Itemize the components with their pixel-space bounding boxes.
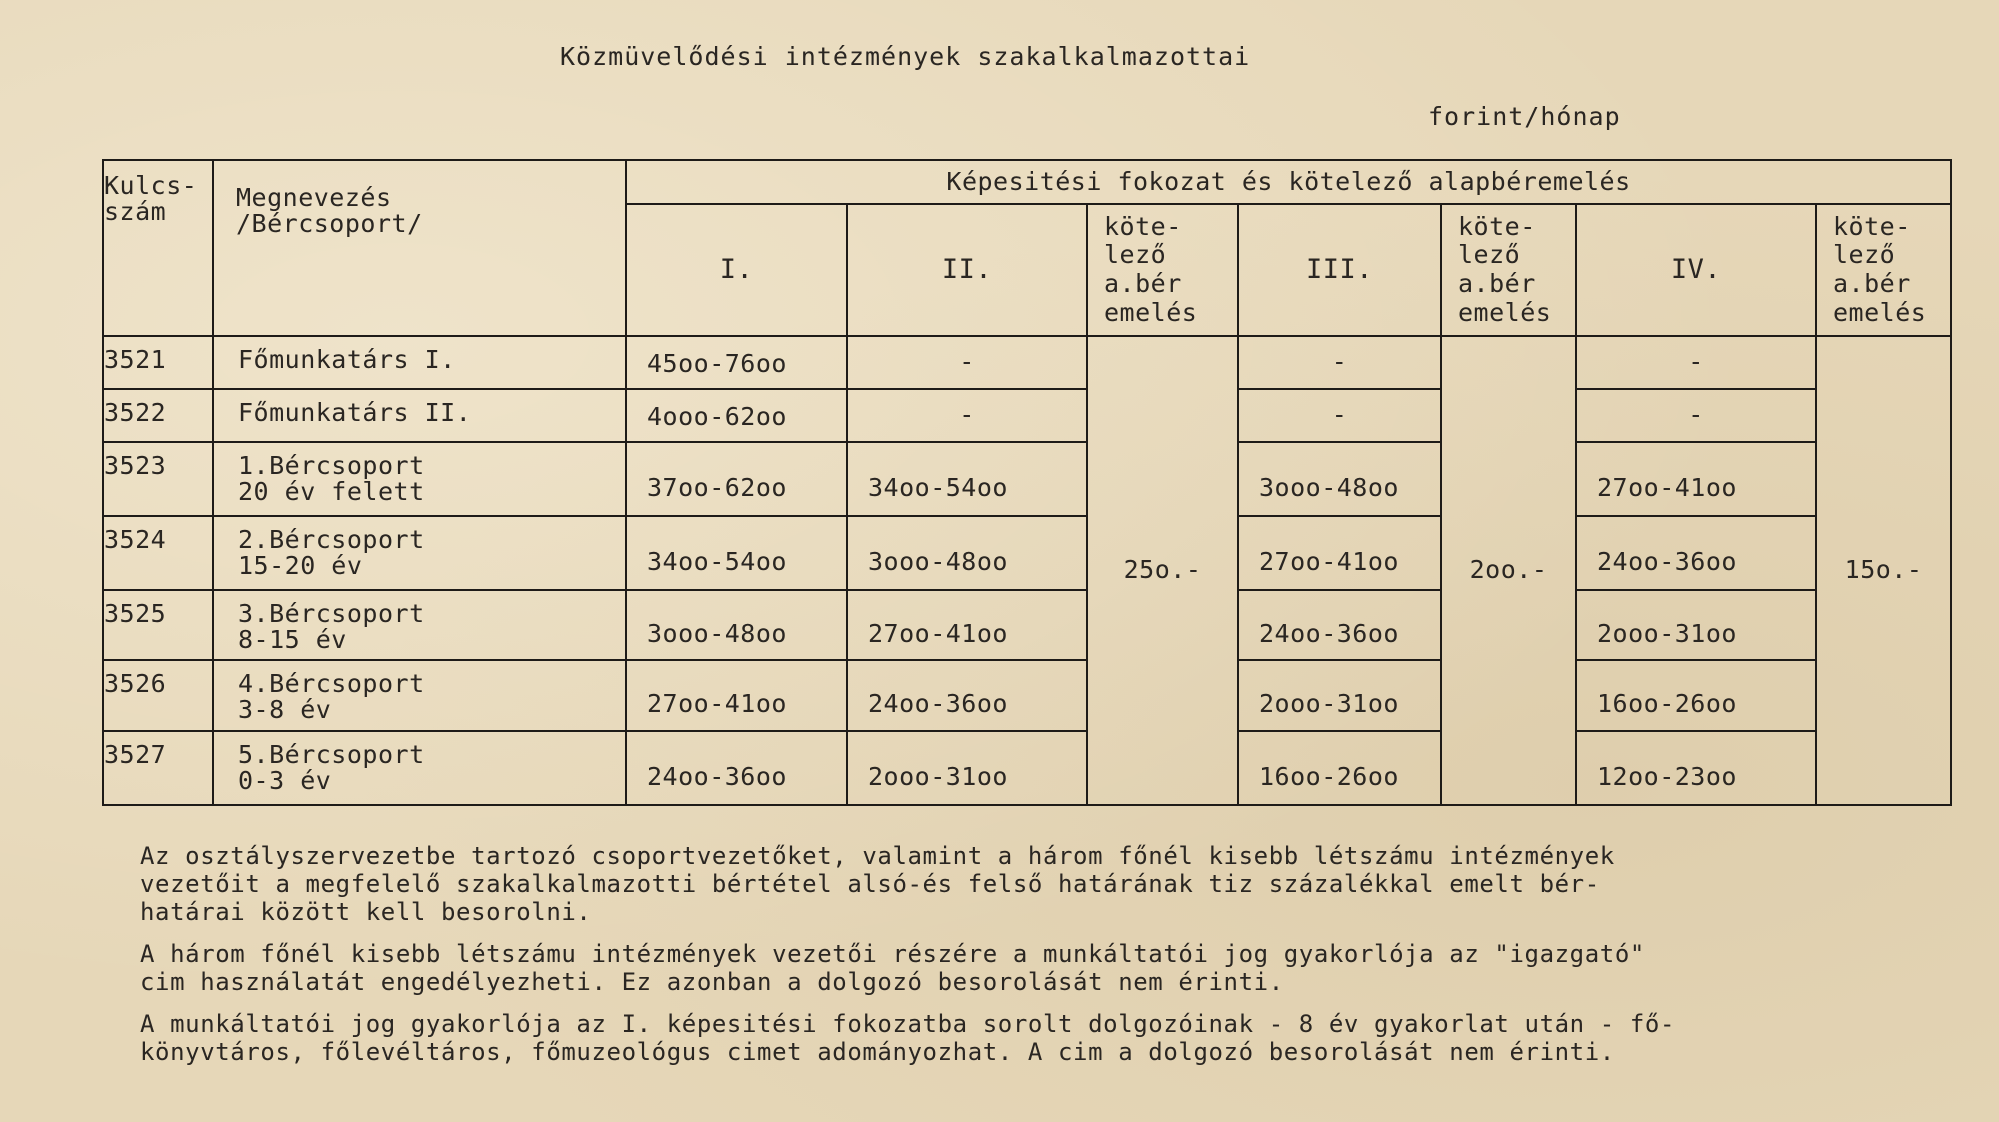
- row-grade-4: -: [1576, 336, 1816, 389]
- row-grade-1: 34oo-54oo: [626, 516, 847, 590]
- row-key: 3521: [103, 336, 213, 389]
- note-paragraph-1: Az osztályszervezetbe tartozó csoportvezetőket, valamint a három főnél kisebb létszámu intézmények vezetőit a megfelelő szakalkalmazotti bértétel alsó-és felső határának tiz százalékkal emelt bér- határai között kell besorolni.: [140, 842, 1615, 926]
- row-grade-2: -: [847, 389, 1087, 442]
- row-grade-2: 2ooo-31oo: [847, 731, 1087, 805]
- row-grade-2: 3ooo-48oo: [847, 516, 1087, 590]
- table-row: [103, 442, 1951, 516]
- header-grade-2: II.: [847, 204, 1087, 336]
- row-grade-3: 3ooo-48oo: [1238, 442, 1441, 516]
- table-row: [103, 389, 1951, 442]
- header-grade-4: IV.: [1576, 204, 1816, 336]
- row-name: 2.Bércsoport 15-20 év: [213, 516, 626, 590]
- row-grade-1: 4ooo-62oo: [626, 389, 847, 442]
- row-grade-3: 2ooo-31oo: [1238, 660, 1441, 731]
- row-grade-4: -: [1576, 389, 1816, 442]
- header-key-number: Kulcs- szám: [103, 160, 213, 336]
- row-grade-2: 34oo-54oo: [847, 442, 1087, 516]
- row-grade-1: 24oo-36oo: [626, 731, 847, 805]
- note-paragraph-3: A munkáltatói jog gyakorlója az I. képesitési fokozatba sorolt dolgozóinak - 8 év gyakorlat után - fő- könyvtáros, főlevéltáros, főmuzeológus cimet adományozhat. A cim a dolgozó besorolását nem érinti.: [140, 1010, 1676, 1066]
- row-name: 3.Bércsoport 8-15 év: [213, 590, 626, 660]
- header-raise-1: köte- lező a.bér emelés: [1087, 204, 1238, 336]
- row-name: 5.Bércsoport 0-3 év: [213, 731, 626, 805]
- raise-value-3: 15o.-: [1816, 336, 1951, 805]
- table-row: [103, 590, 1951, 660]
- table-row: [103, 660, 1951, 731]
- header-grade-3: III.: [1238, 204, 1441, 336]
- row-grade-1: 37oo-62oo: [626, 442, 847, 516]
- notes-section: [140, 842, 1920, 1080]
- table-row: [103, 731, 1951, 805]
- row-grade-4: 24oo-36oo: [1576, 516, 1816, 590]
- salary-table: [102, 159, 1952, 806]
- row-grade-1: 3ooo-48oo: [626, 590, 847, 660]
- raise-value-1: 25o.-: [1087, 336, 1238, 805]
- row-grade-3: -: [1238, 389, 1441, 442]
- header-designation: Megnevezés /Bércsoport/: [213, 160, 626, 336]
- row-grade-1: 27oo-41oo: [626, 660, 847, 731]
- row-grade-2: -: [847, 336, 1087, 389]
- row-grade-4: 12oo-23oo: [1576, 731, 1816, 805]
- row-name: Főmunkatárs I.: [213, 336, 626, 389]
- table-row: [103, 516, 1951, 590]
- row-grade-2: 24oo-36oo: [847, 660, 1087, 731]
- row-grade-4: 16oo-26oo: [1576, 660, 1816, 731]
- header-qualification-group: Képesitési fokozat és kötelező alapbéremelés: [626, 160, 1951, 204]
- raise-value-2: 2oo.-: [1441, 336, 1576, 805]
- note-paragraph-2: A három főnél kisebb létszámu intézmények vezetői részére a munkáltatói jog gyakorlója az "igazgató" cim használatát engedélyezheti. Ez azonban a dolgozó besorolását nem érinti.: [140, 940, 1645, 996]
- row-key: 3522: [103, 389, 213, 442]
- row-grade-4: 27oo-41oo: [1576, 442, 1816, 516]
- row-key: 3526: [103, 660, 213, 731]
- row-name: 4.Bércsoport 3-8 év: [213, 660, 626, 731]
- document-title: Közmüvelődési intézmények szakalkalmazottai: [560, 42, 1251, 71]
- row-grade-3: 24oo-36oo: [1238, 590, 1441, 660]
- row-grade-3: 16oo-26oo: [1238, 731, 1441, 805]
- unit-label: forint/hónap: [1428, 102, 1621, 131]
- row-key: 3525: [103, 590, 213, 660]
- header-raise-3: köte- lező a.bér emelés: [1816, 204, 1951, 336]
- header-raise-2: köte- lező a.bér emelés: [1441, 204, 1576, 336]
- row-grade-1: 45oo-76oo: [626, 336, 847, 389]
- row-key: 3523: [103, 442, 213, 516]
- row-name: 1.Bércsoport 20 év felett: [213, 442, 626, 516]
- row-name: Főmunkatárs II.: [213, 389, 626, 442]
- row-grade-3: 27oo-41oo: [1238, 516, 1441, 590]
- table-row: [103, 336, 1951, 389]
- row-grade-4: 2ooo-31oo: [1576, 590, 1816, 660]
- row-key: 3527: [103, 731, 213, 805]
- row-key: 3524: [103, 516, 213, 590]
- row-grade-3: -: [1238, 336, 1441, 389]
- row-grade-2: 27oo-41oo: [847, 590, 1087, 660]
- header-grade-1: I.: [626, 204, 847, 336]
